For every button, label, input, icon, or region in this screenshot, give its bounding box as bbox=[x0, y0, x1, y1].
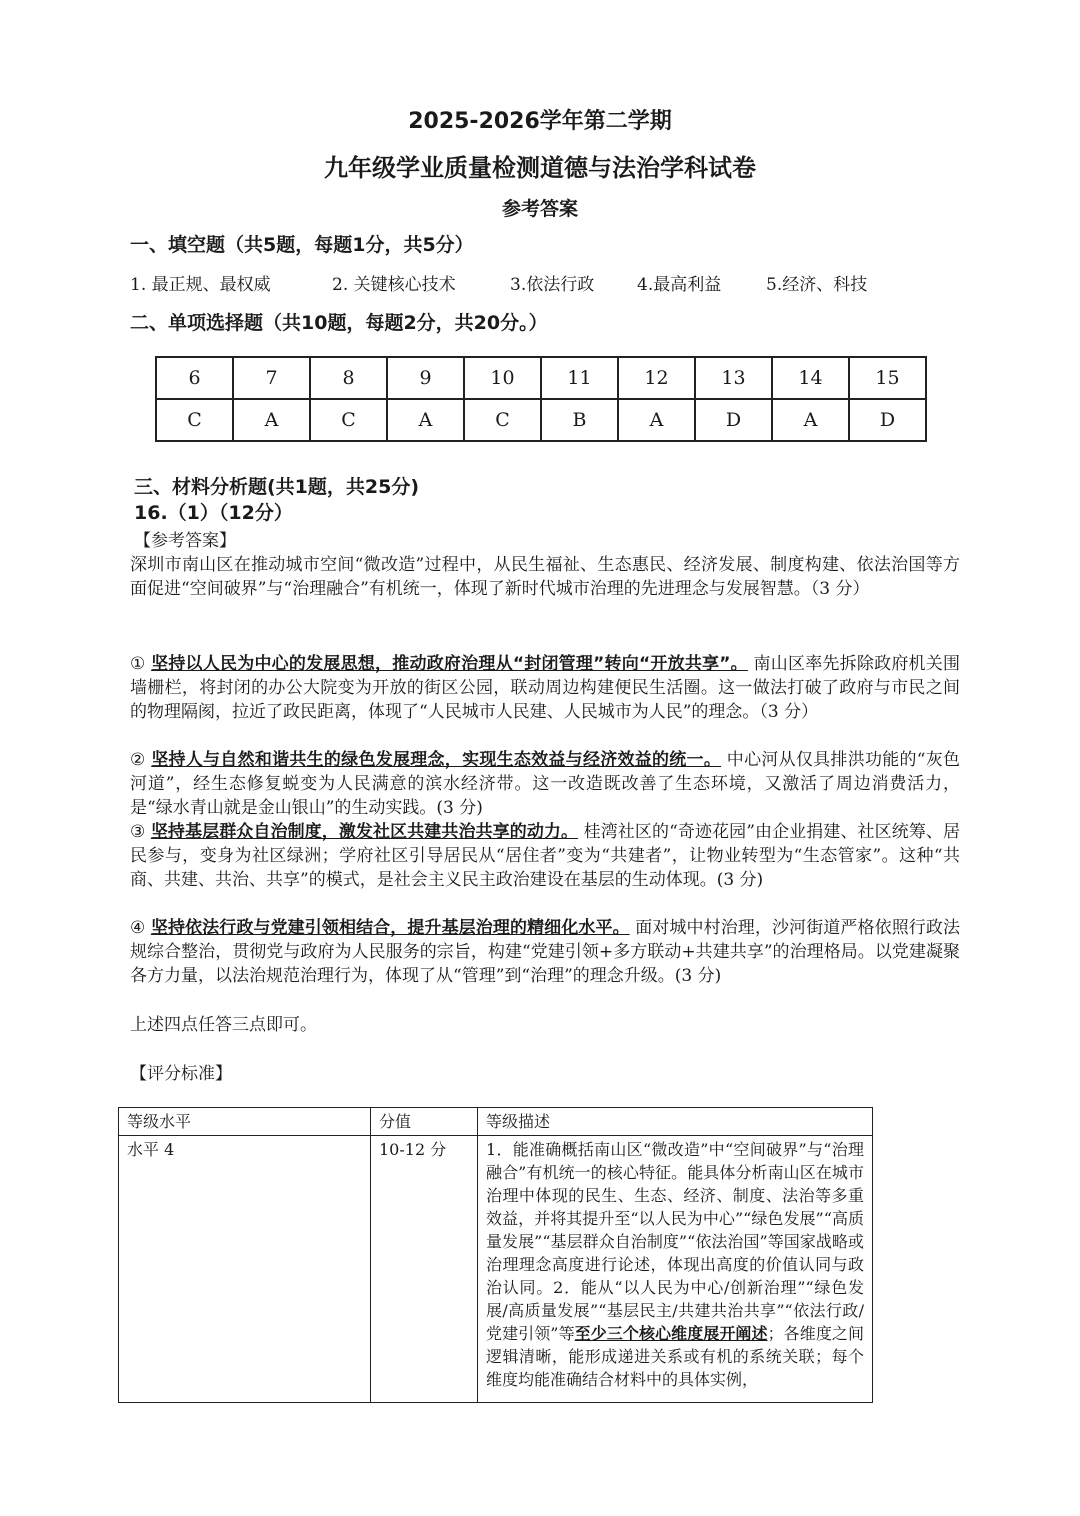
fill-answer: 4.最高利益 bbox=[637, 275, 722, 295]
level-cell: 水平 4 bbox=[119, 1136, 371, 1403]
description-text: 1．能准确概括南山区“微改造”中“空间破界”与“治理融合”有机统一的核心特征。能具体分析南山区在城市治理中体现的民生、生态、经济、制度、法治等多重效益，并将其提升至“以人民为中心”“绿色发展”“高质量发展”“基层群众自治制度”“依法治国”等国家战略或治理理念高度进行论述，体现出高度的价值认同与政治认同。2．能从“以人民为中心/创新治理”“绿色发展/高质量发展”“基层民主/共建共治共享”“依法行政/党建引领”等 bbox=[486, 1140, 864, 1343]
answer-note: 上述四点任答三点即可。 bbox=[130, 1015, 317, 1035]
point-heading: 坚持人与自然和谐共生的绿色发展理念，实现生态效益与经济效益的统一。 bbox=[151, 750, 722, 770]
grading-table bbox=[118, 1107, 873, 1403]
answer-key-title: 参考答案 bbox=[501, 198, 578, 220]
description-cell bbox=[478, 1136, 873, 1403]
answer-cell: C bbox=[464, 399, 541, 441]
point-number: ① bbox=[130, 654, 146, 674]
exam-title: 九年级学业质量检测道德与法治学科试卷 bbox=[324, 154, 756, 182]
answer-point-3 bbox=[130, 820, 960, 892]
section2-title: 二、单项选择题（共10题，每题2分，共20分。） bbox=[130, 312, 548, 334]
question-number-cell: 13 bbox=[695, 357, 772, 399]
point-text: 桂湾社区的“奇迹花园”由企业捐建、社区统筹、居民参与，变身为社区绿洲；学府社区引导居民从“居住者”变为“共建者”，让物业转型为“生态管家”。这种“共商、共建、共治、共享”的模式，是社会主义民主政治建设在基层的生动体现。(3 分) bbox=[130, 822, 961, 890]
point-number: ② bbox=[130, 750, 146, 770]
question-number-cell: 8 bbox=[310, 357, 387, 399]
question-number-cell: 10 bbox=[464, 357, 541, 399]
table-header-row bbox=[119, 1108, 873, 1136]
fill-answer: 1. 最正规、最权威 bbox=[130, 275, 271, 295]
answer-cell: C bbox=[156, 399, 233, 441]
answer-point-2 bbox=[130, 748, 960, 820]
question-number-cell: 11 bbox=[541, 357, 618, 399]
intro-paragraph: 深圳市南山区在推动城市空间“微改造”过程中，从民生福祉、生态惠民、经济发展、制度构建、依法治国等方面促进“空间破界”与“治理融合”有机统一，体现了新时代城市治理的先进理念与发展智慧。（3 分） bbox=[130, 555, 960, 599]
answer-cell: C bbox=[310, 399, 387, 441]
point-heading: 坚持基层群众自治制度，激发社区共建共治共享的动力。 bbox=[150, 822, 579, 842]
point-number: ③ bbox=[130, 822, 146, 842]
fill-answer: 3.依法行政 bbox=[510, 275, 595, 295]
point-text: 面对城中村治理，沙河街道严格依照行政法规综合整治，贯彻党与政府为人民服务的宗旨，构建“党建引领+多方联动+共建共享”的治理格局。以党建凝聚各方力量，以法治规范治理行为，体现了从“管理”到“治理”的理念升级。(3 分) bbox=[130, 918, 961, 986]
exam-year-title: 2025-2026学年第二学期 bbox=[408, 109, 672, 134]
answer-cell: A bbox=[387, 399, 464, 441]
question-number-cell: 9 bbox=[387, 357, 464, 399]
question-number-cell: 6 bbox=[156, 357, 233, 399]
question-number-cell: 14 bbox=[772, 357, 849, 399]
point-text: 南山区率先拆除政府机关围墙栅栏，将封闭的办公大院变为开放的街区公园，联动周边构建便民生活圈。这一做法打破了政府与市民之间的物理隔阂，拉近了政民距离，体现了“人民城市人民建、人民城市为人民”的理念。（3 分） bbox=[130, 654, 960, 722]
choice-answer-table bbox=[155, 356, 927, 442]
answer-point-1 bbox=[130, 652, 960, 724]
description-emphasis: 至少三个核心维度展开阐述 bbox=[574, 1324, 768, 1343]
question-number-cell: 15 bbox=[849, 357, 926, 399]
answer-point-4 bbox=[130, 916, 960, 988]
score-cell: 10-12 分 bbox=[371, 1136, 478, 1403]
table-row bbox=[156, 357, 926, 399]
fill-answer: 5.经济、科技 bbox=[766, 275, 868, 295]
question-number-cell: 7 bbox=[233, 357, 310, 399]
reference-answer-label: 【参考答案】 bbox=[134, 531, 236, 551]
description-text: ；各维度之间逻辑清晰，能形成递进关系或有机的系统关联；每个维度均能准确结合材料中的具体实例， bbox=[486, 1324, 864, 1389]
section1-title: 一、填空题（共5题，每题1分，共5分） bbox=[130, 234, 474, 256]
answer-cell: A bbox=[233, 399, 310, 441]
answer-cell: D bbox=[695, 399, 772, 441]
answer-cell: D bbox=[849, 399, 926, 441]
table-row bbox=[119, 1136, 873, 1403]
header-description: 等级描述 bbox=[478, 1108, 873, 1136]
point-text: 中心河从仅具排洪功能的“灰色河道”，经生态修复蜕变为人民满意的滨水经济带。这一改造既改善了生态环境，又激活了周边消费活力，是“绿水青山就是金山银山”的生动实践。(3 分) bbox=[130, 750, 961, 818]
grading-standard-label: 【评分标准】 bbox=[130, 1064, 232, 1084]
fill-answer: 2. 关键核心技术 bbox=[332, 275, 456, 295]
header-score: 分值 bbox=[371, 1108, 478, 1136]
table-row bbox=[156, 399, 926, 441]
answer-cell: B bbox=[541, 399, 618, 441]
point-number: ④ bbox=[130, 918, 146, 938]
point-heading: 坚持以人民为中心的发展思想，推动政府治理从“封闭管理”转向“开放共享”。 bbox=[151, 654, 748, 674]
answer-cell: A bbox=[772, 399, 849, 441]
answer-cell: A bbox=[618, 399, 695, 441]
point-heading: 坚持依法行政与党建引领相结合，提升基层治理的精细化水平。 bbox=[150, 918, 630, 938]
question-number-cell: 12 bbox=[618, 357, 695, 399]
section3-title: 三、材料分析题(共1题，共25分) bbox=[134, 476, 420, 498]
question16-title: 16.（1）（12分） bbox=[134, 502, 293, 524]
header-level: 等级水平 bbox=[119, 1108, 371, 1136]
